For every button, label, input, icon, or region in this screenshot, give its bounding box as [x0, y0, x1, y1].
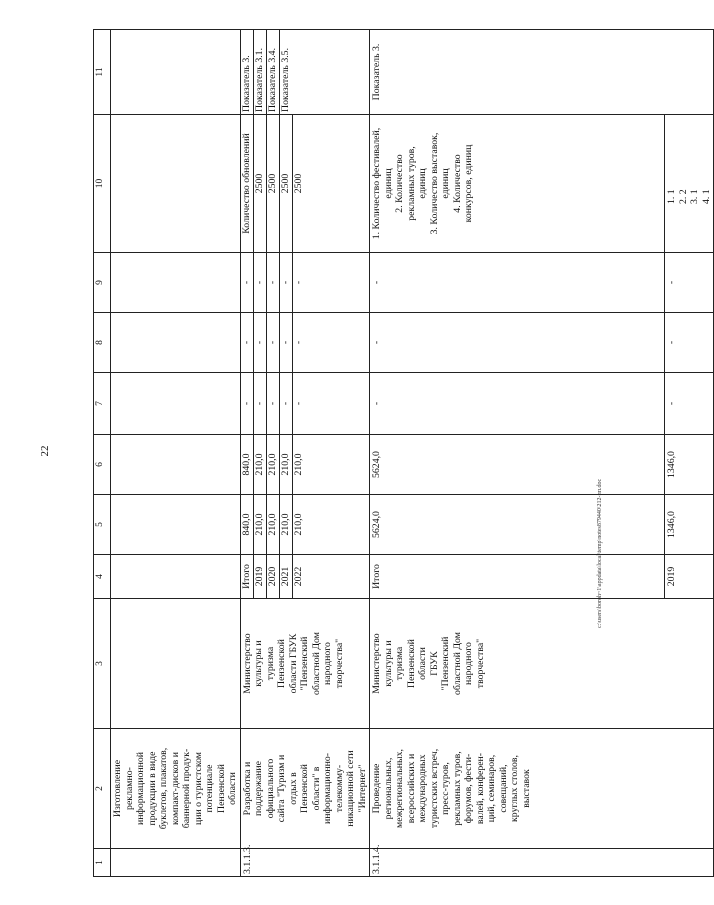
- sub-table: [241, 495, 305, 554]
- sub-cell: -: [266, 313, 279, 372]
- sub-cell: Итого: [240, 564, 252, 589]
- indicator-description: [111, 115, 241, 253]
- text-line: области: [227, 772, 238, 805]
- sub-row: [241, 313, 254, 372]
- text-line: валей, конферен-: [474, 752, 486, 825]
- text-line: культуры и: [382, 640, 394, 687]
- text-line: ции о туристском: [192, 752, 204, 825]
- value-cell-c8: -: [370, 313, 665, 373]
- sub-cell: 210,0: [266, 495, 279, 554]
- sub-row: [253, 313, 266, 372]
- text-line: туристских встреч,: [428, 748, 440, 829]
- text-line: международных: [417, 754, 428, 823]
- text-line: Пензенской: [276, 639, 287, 688]
- sub-row: [241, 30, 254, 114]
- text-line: области ГБУК: [287, 633, 299, 694]
- text-line: рекламно-: [123, 767, 135, 810]
- sub-cell: Показатель 3.: [240, 55, 252, 112]
- sub-cell: 210,0: [292, 435, 305, 494]
- sub-table: [241, 30, 292, 114]
- header-cell: 4: [94, 555, 111, 599]
- value-cell-9: [111, 253, 241, 313]
- table-row: [370, 30, 665, 877]
- table-body: [111, 30, 714, 877]
- indicator-refs: [111, 30, 241, 115]
- text-line: конкурсов, единиц: [463, 144, 474, 223]
- text-line: единиц: [382, 168, 394, 199]
- sub-cell: 2020: [266, 555, 279, 598]
- sub-row: [253, 555, 266, 598]
- value-cell-8: [111, 313, 241, 373]
- sub-cell: -: [240, 280, 252, 285]
- text-line: области" в: [310, 766, 322, 811]
- text-line: творчества": [333, 638, 345, 689]
- header-cell: 5: [94, 495, 111, 555]
- text-line: 1. 1: [666, 189, 677, 204]
- sub-row: [253, 435, 266, 494]
- table-row: [240, 30, 370, 877]
- header-cell: 8: [94, 313, 111, 373]
- sub-row: [292, 495, 305, 554]
- text-line: информационно-: [322, 753, 333, 824]
- value-cell-c6: 1346,0: [665, 435, 714, 495]
- sub-row: [253, 115, 266, 252]
- text-line: "Пензенский: [440, 636, 451, 691]
- sub-row: [241, 115, 254, 252]
- activity-name: [240, 729, 370, 849]
- sub-cell: 840,0: [240, 513, 252, 536]
- sub-cell: -: [266, 253, 279, 312]
- sub-row: [253, 373, 266, 434]
- sub-row: [279, 253, 292, 312]
- indicator-refs: [370, 30, 714, 115]
- sub-cell: 210,0: [292, 495, 305, 554]
- sub-cell: 2500: [279, 115, 292, 252]
- sub-row: [266, 30, 279, 114]
- executor: [240, 599, 370, 729]
- text-line: продукции в виде: [146, 751, 158, 826]
- sub-cell: 210,0: [279, 435, 292, 494]
- sub-row: [253, 253, 266, 312]
- value-cell-year: 2019: [665, 555, 714, 599]
- value-cell-c7: -: [370, 373, 665, 435]
- indicator-description: [240, 115, 370, 253]
- text-line: 3. 1: [689, 189, 700, 204]
- sub-row: [241, 555, 254, 598]
- footer-file-path: c:\users\boroh~1\appdata\local\temp\notes879440\212-пп.doc: [597, 478, 603, 628]
- sub-cell: 2019: [253, 555, 266, 598]
- text-line: форумов, фести-: [463, 753, 474, 824]
- sub-table: [241, 253, 305, 312]
- sub-cell: -: [279, 373, 292, 434]
- text-line: буклетов, плакатов,: [158, 747, 169, 830]
- text-line: 2. 2: [677, 189, 689, 204]
- sub-cell: 2500: [266, 115, 279, 252]
- sub-cell: 840,0: [240, 453, 252, 476]
- text-line: рекламных туров,: [451, 751, 463, 826]
- text-line: творчества": [474, 638, 486, 689]
- row-number: [111, 849, 241, 877]
- header-cell: 3: [94, 599, 111, 729]
- sub-row: [241, 253, 254, 312]
- sub-row: [266, 555, 279, 598]
- sub-row: [241, 435, 254, 494]
- text-line: культуры и: [253, 640, 264, 687]
- sub-table: [241, 435, 305, 494]
- sub-cell: -: [240, 340, 252, 345]
- sub-row: [266, 115, 279, 252]
- sub-cell: 210,0: [279, 495, 292, 554]
- sub-row: [292, 435, 305, 494]
- value-cell-c5: 1346,0: [665, 495, 714, 555]
- sub-cell: Показатель 3.1.: [253, 30, 266, 114]
- value-cell-8: [240, 313, 370, 373]
- sub-row: [279, 555, 292, 598]
- header-cell: 11: [94, 30, 111, 115]
- header-cell: 6: [94, 435, 111, 495]
- row-number: 3.1.1.3.: [240, 849, 370, 877]
- sub-cell: -: [253, 373, 266, 434]
- text-line: компакт-дисков и: [169, 752, 181, 825]
- sub-cell: 2500: [253, 115, 266, 252]
- text-line: Разработка и: [241, 761, 253, 816]
- indicator-values: [665, 115, 714, 253]
- sub-cell: -: [253, 313, 266, 372]
- header-cell: 10: [94, 115, 111, 253]
- sub-cell: -: [279, 313, 292, 372]
- text-line: 4. Количество: [451, 154, 463, 213]
- sub-cell: 2500: [292, 115, 305, 252]
- header-cell: 9: [94, 253, 111, 313]
- sub-row: [266, 373, 279, 434]
- text-line: Пензенской: [215, 764, 227, 813]
- sub-row: [292, 313, 305, 372]
- value-cell-9: [240, 253, 370, 313]
- text-line: 2. Количество: [394, 154, 405, 213]
- text-line: никационной сети: [345, 750, 356, 827]
- text-line: Изготовление: [112, 759, 123, 818]
- sub-row: [266, 253, 279, 312]
- value-cell-6: [240, 435, 370, 495]
- text-line: ций, семинаров,: [486, 754, 497, 823]
- text-line: рекламных туров,: [405, 146, 417, 221]
- sub-row: [279, 495, 292, 554]
- text-line: народного: [463, 642, 474, 685]
- sub-cell: -: [292, 253, 305, 312]
- value-cell-c7: -: [665, 373, 714, 435]
- text-line: единиц: [417, 168, 428, 199]
- sub-row: [292, 555, 305, 598]
- sub-row: [253, 495, 266, 554]
- text-line: баннерной продук-: [181, 748, 192, 829]
- text-line: туризма: [264, 646, 276, 681]
- text-line: единиц: [440, 168, 451, 199]
- sub-table: [241, 115, 305, 252]
- year-cell: [240, 555, 370, 599]
- header-cell: 1: [94, 849, 111, 877]
- sub-cell: -: [266, 373, 279, 434]
- text-line: региональных,: [382, 757, 394, 820]
- sub-row: [279, 373, 292, 434]
- text-line: круглых столов,: [509, 755, 520, 822]
- value-cell-c8: -: [665, 313, 714, 373]
- value-cell-7: [111, 373, 241, 435]
- text-line: совещаний,: [497, 764, 509, 813]
- sub-cell: 2022: [292, 555, 305, 598]
- text-line: поддержание: [253, 760, 264, 817]
- text-line: Министерство: [241, 633, 253, 694]
- sub-row: [279, 313, 292, 372]
- executor: [370, 599, 714, 729]
- text-line: области: [417, 647, 428, 680]
- header-cell: 2: [94, 729, 111, 849]
- sub-row: [241, 373, 254, 434]
- sub-row: [292, 115, 305, 252]
- text-line: Проведение: [371, 763, 382, 814]
- value-cell-c5: 5624,0: [370, 495, 665, 555]
- sub-cell: 210,0: [253, 435, 266, 494]
- sub-cell: -: [292, 313, 305, 372]
- value-cell-c9: -: [370, 253, 665, 313]
- sub-cell: 210,0: [253, 495, 266, 554]
- header-cell: 7: [94, 373, 111, 435]
- sub-row: [266, 313, 279, 372]
- sub-row: [279, 115, 292, 252]
- year-cell: [111, 555, 241, 599]
- text-line: выставок: [520, 769, 532, 808]
- row-number: 3.1.1.4.: [370, 849, 714, 877]
- sub-cell: Показатель 3.4.: [266, 30, 279, 114]
- sub-row: [279, 435, 292, 494]
- text-line: Пензенской: [299, 764, 310, 813]
- text-line: областной Дом: [310, 632, 322, 695]
- table-row: [111, 30, 241, 877]
- text-line: ГБУК: [428, 651, 440, 676]
- sub-cell: -: [292, 373, 305, 434]
- text-line: 4. 1: [700, 189, 712, 204]
- value-cell-5: [240, 495, 370, 555]
- text-line: телекомму-: [333, 764, 345, 813]
- activity-name: [111, 729, 241, 849]
- sub-cell: Показатель 3.5.: [279, 30, 292, 114]
- sub-cell: Количество обновлений: [240, 133, 252, 234]
- text-line: пресс-туров,: [440, 762, 451, 815]
- sub-cell: -: [253, 253, 266, 312]
- sub-table: [241, 313, 305, 372]
- text-line: всероссийских и: [405, 753, 417, 824]
- sub-row: [266, 495, 279, 554]
- value-cell-c9: -: [665, 253, 714, 313]
- text-line: Министерство: [371, 633, 382, 694]
- value-cell-5: [111, 495, 241, 555]
- text-line: туризма: [394, 646, 405, 681]
- indicator-refs: [240, 30, 370, 115]
- sub-row: [266, 435, 279, 494]
- text-line: межрегиональных,: [394, 749, 405, 828]
- value-cell-6: [111, 435, 241, 495]
- text-line: "Пензенский: [299, 636, 310, 691]
- value-cell-c6: 5624,0: [370, 435, 665, 495]
- sub-table: [241, 373, 305, 434]
- sub-row: [279, 30, 292, 114]
- text-line: информационной: [135, 752, 146, 825]
- sub-row: [253, 30, 266, 114]
- sub-cell: -: [240, 401, 252, 406]
- value-cell-7: [240, 373, 370, 435]
- text-line: 1. Количество фестивалей,: [371, 127, 382, 240]
- sub-table: [241, 555, 305, 598]
- text-line: народного: [322, 642, 333, 685]
- text-line: областной Дом: [451, 632, 463, 695]
- sub-row: [292, 373, 305, 434]
- sub-row: [241, 495, 254, 554]
- executor: [111, 599, 241, 729]
- text-line: Показатель 3.: [371, 43, 382, 101]
- sub-row: [292, 253, 305, 312]
- sub-cell: -: [279, 253, 292, 312]
- text-line: "Интернет": [356, 764, 368, 813]
- value-cell-year: Итого: [370, 555, 665, 599]
- sub-cell: 2021: [279, 555, 292, 598]
- text-line: Пензенской: [405, 639, 417, 688]
- program-table: [93, 29, 714, 877]
- indicator-description: [370, 115, 665, 253]
- text-line: сайта "Туризм и: [276, 754, 287, 823]
- sub-cell: 210,0: [266, 435, 279, 494]
- text-line: отдых в: [287, 772, 299, 805]
- text-line: 3. Количество выставок,: [428, 132, 440, 235]
- activity-name: [370, 729, 714, 849]
- page-number: 22: [39, 445, 51, 457]
- text-line: потенциале: [204, 764, 215, 813]
- rotated-table-container: [93, 30, 712, 877]
- text-line: официального: [264, 758, 276, 819]
- header-row: [94, 30, 111, 877]
